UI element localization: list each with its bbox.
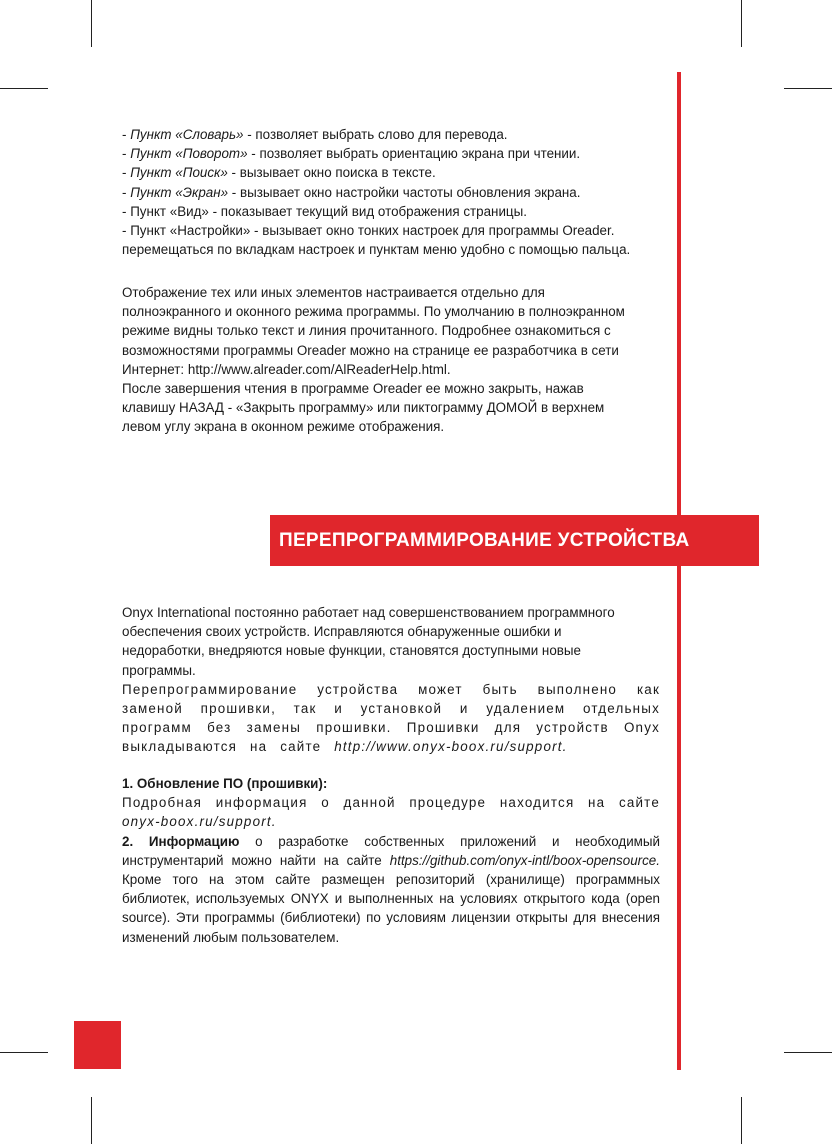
page-corner-marker xyxy=(74,1021,121,1069)
list-item: - Пункт «Настройки» - вызывает окно тонких настроек для программы Oreader. xyxy=(122,223,615,239)
update-instructions xyxy=(122,774,660,947)
text-line: Интернет: http://www.alreader.com/AlReaderHelp.html. xyxy=(122,361,451,377)
text-line: Onyx International постоянно работает над совершенствованием программного xyxy=(122,605,615,620)
item1-paragraph: Подробная информация о данной процедуре находится на сайте onyx-boox.ru/support. xyxy=(122,795,660,830)
crop-mark xyxy=(0,88,48,89)
text-line: полноэкранного и оконного режима программы. По умолчанию в полноэкранном xyxy=(122,304,625,320)
text-line: недоработки, внедряются новые функции, становятся доступными новые xyxy=(122,643,581,659)
support-link[interactable]: http://www.onyx-boox.ru/support. xyxy=(334,739,568,755)
crop-mark xyxy=(91,0,92,47)
list-item: - Пункт «Словарь» - позволяет выбрать слово для перевода. xyxy=(122,127,508,142)
crop-mark xyxy=(741,1097,742,1144)
list-item: - Пункт «Поворот» - позволяет выбрать ориентацию экрана при чтении. xyxy=(122,146,581,162)
text-line: режиме видны только текст и линия прочитанного. Подробнее ознакомиться с xyxy=(122,323,611,339)
support-site-link[interactable]: onyx-boox.ru/support. xyxy=(122,814,277,830)
list-tail: перемещаться по вкладкам настроек и пунктам меню удобно с помощью пальца. xyxy=(122,242,631,258)
reprogramming-intro xyxy=(122,603,660,757)
text-line: обеспечения своих устройств. Исправляются обнаруженные ошибки и xyxy=(122,624,562,640)
text-line: клавишу НАЗАД - «Закрыть программу» или пиктограмму ДОМОЙ в верхнем xyxy=(122,400,605,416)
item2-paragraph: 2. Информацию о разработке собственных приложений и необходимый инструментарий можно найти на сайте https://github.com/onyx-intl/boox-opensource. Кроме того на этом сайте размещен репозиторий (хранилище) программных библиотек, используемых ONYX и выполненных на условиях открытого кода (open source). Эти программы (библиотеки) по условиям лицензии открыты для внесения изменений любым пользователем. xyxy=(122,833,660,945)
text-line: возможностями программы Oreader можно на странице ее разработчика в сети xyxy=(122,342,619,358)
text-line: После завершения чтения в программе Oreader ее можно закрыть, нажав xyxy=(122,381,584,397)
crop-mark xyxy=(741,0,742,47)
list-item: - Пункт «Вид» - показывает текущий вид отображения страницы. xyxy=(122,203,527,219)
text-line: левом углу экрана в оконном режиме отображения. xyxy=(122,419,445,435)
text-line: программы. xyxy=(122,662,196,678)
reprogram-paragraph: Перепрограммирование устройства может быть выполнено как заменой прошивки, так и установкой и удалением отдельных программ без замены прошивки. Прошивки для устройств Onyx выкладываются на сайте http://www.onyx-boox.ru/support. xyxy=(122,681,660,755)
crop-mark xyxy=(0,1052,48,1053)
item1-heading: 1. Обновление ПО (прошивки): xyxy=(122,776,328,791)
list-item: - Пункт «Поиск» - вызывает окно поиска в тексте. xyxy=(122,165,436,181)
text-line: Отображение тех или иных элементов настраивается отдельно для xyxy=(122,285,545,300)
section-title: ПЕРЕПРОГРАММИРОВАНИЕ УСТРОЙСТВА xyxy=(279,529,690,551)
crop-mark xyxy=(784,1052,832,1053)
margin-red-line xyxy=(677,72,681,1070)
github-link[interactable]: https://github.com/onyx-intl/boox-opensource. xyxy=(389,852,660,868)
menu-items-list xyxy=(122,125,660,259)
section-title-banner xyxy=(270,515,759,566)
crop-mark xyxy=(784,88,832,89)
list-item: - Пункт «Экран» - вызывает окно настройки частоты обновления экрана. xyxy=(122,184,581,200)
crop-mark xyxy=(91,1097,92,1144)
display-settings-paragraph xyxy=(122,283,660,437)
